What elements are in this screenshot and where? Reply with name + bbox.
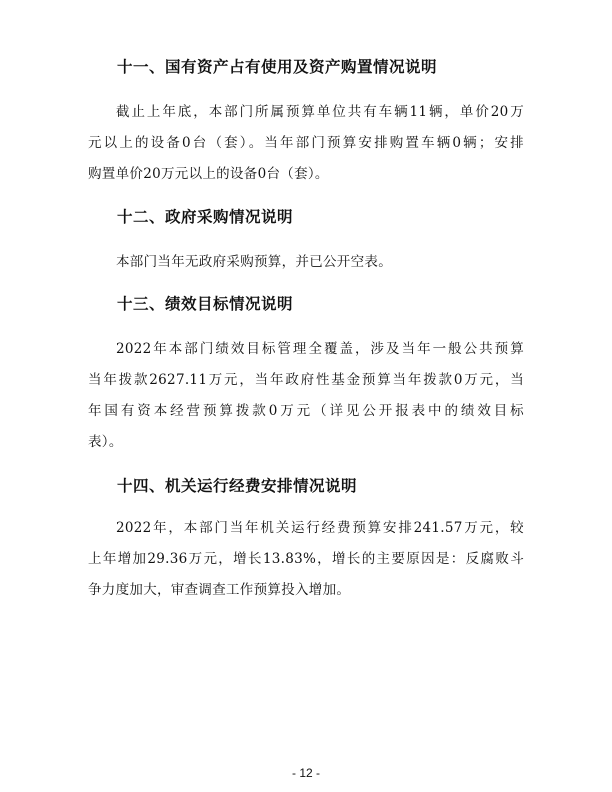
section-heading-14: 十四、机关运行经费安排情况说明: [117, 477, 358, 495]
section-heading-12: 十二、政府采购情况说明: [117, 208, 294, 226]
paragraph-line: 购置单价20万元以上的设备0台（套）。: [88, 166, 329, 182]
section-heading-11: 十一、国有资产占有使用及资产购置情况说明: [117, 58, 438, 76]
section-paragraph-11: [88, 97, 524, 190]
paragraph-line: 截止上年底，本部门所属预算单位共有车辆11辆，单价20万: [116, 104, 524, 120]
paragraph-line: 年国有资本经营预算拨款0万元（详见公开报表中的绩效目标: [88, 403, 524, 419]
section-paragraph-13: [88, 334, 524, 458]
paragraph-line: 本部门当年无政府采购预算，并已公开空表。: [116, 254, 392, 270]
section-paragraph-14: [88, 513, 524, 606]
section-paragraph-12: [88, 247, 524, 278]
paragraph-line: 争力度加大，审查调查工作预算投入增加。: [88, 582, 351, 598]
paragraph-line: 当年拨款2627.11万元，当年政府性基金预算当年拨款0万元，当: [88, 372, 524, 388]
paragraph-line: 表）。: [88, 434, 123, 450]
paragraph-line: 2022年，本部门当年机关运行经费预算安排241.57万元，较: [116, 520, 524, 536]
section-heading-13: 十三、绩效目标情况说明: [117, 295, 294, 313]
paragraph-line: 上年增加29.36万元，增长13.83%，增长的主要原因是：反腐败斗: [88, 551, 524, 567]
paragraph-line: 元以上的设备0台（套）。当年部门预算安排购置车辆0辆；安排: [88, 135, 524, 151]
paragraph-line: 2022年本部门绩效目标管理全覆盖，涉及当年一般公共预算: [116, 341, 524, 357]
page-number: - 12 -: [291, 766, 320, 780]
